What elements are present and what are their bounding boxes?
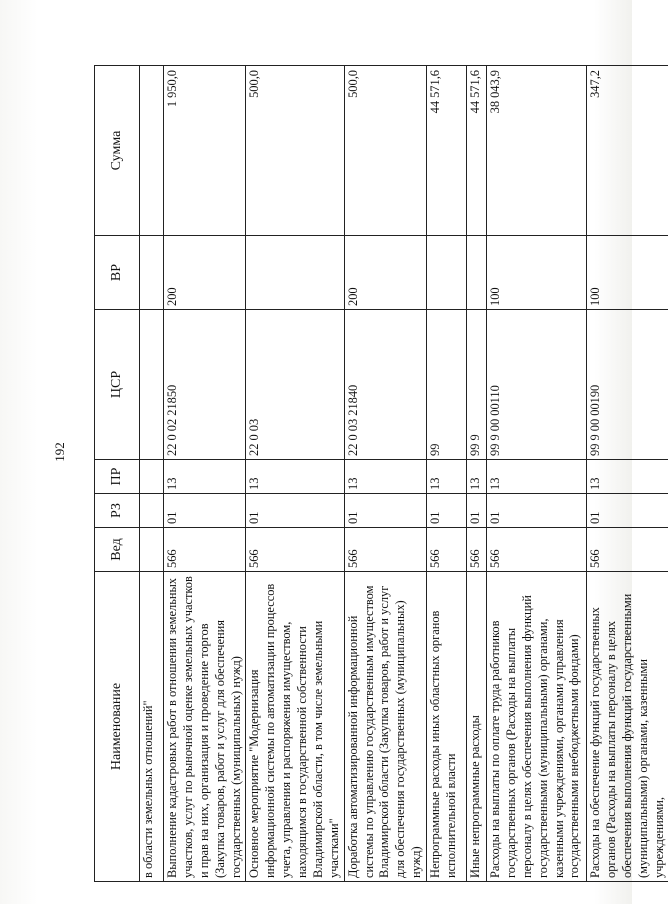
budget-table-frame <box>94 66 666 882</box>
cell-name: Расходы на выплаты по оплате труда работников государственных органов (Расходы на выплаты персоналу в целях обеспечения выполнения функций государственными (муниципальными) органами, казенными учреждениями, органами управления государственными внебюджетными фондами) <box>487 572 587 882</box>
cell-sum: 500,0 <box>344 66 426 236</box>
header-csr: ЦСР <box>95 310 140 460</box>
cell-ved: 566 <box>246 528 344 572</box>
cell-vr <box>246 236 344 310</box>
cell-sum <box>140 66 164 236</box>
cell-ved: 566 <box>427 528 467 572</box>
cell-rz: 01 <box>487 494 587 528</box>
cell-sum: 500,0 <box>246 66 344 236</box>
cell-name: в области земельных отношений" <box>140 572 164 882</box>
table-header-row <box>95 66 140 882</box>
cell-csr <box>140 310 164 460</box>
cell-sum: 1 950,0 <box>164 66 246 236</box>
cell-vr: 100 <box>487 236 587 310</box>
cell-csr: 22 0 03 <box>246 310 344 460</box>
cell-rz: 01 <box>587 494 668 528</box>
cell-csr: 99 <box>427 310 467 460</box>
table-row <box>587 66 668 882</box>
cell-rz <box>140 494 164 528</box>
cell-pr: 13 <box>487 460 587 494</box>
cell-csr: 99 9 00 00190 <box>587 310 668 460</box>
cell-name: Иные непрограммные расходы <box>467 572 487 882</box>
table-row <box>467 66 487 882</box>
cell-pr: 13 <box>587 460 668 494</box>
cell-sum: 44 571,6 <box>427 66 467 236</box>
cell-ved: 566 <box>487 528 587 572</box>
cell-csr: 99 9 00 00110 <box>487 310 587 460</box>
header-ved: Вед <box>95 528 140 572</box>
cell-csr: 22 0 03 21840 <box>344 310 426 460</box>
page-number: 192 <box>52 442 67 462</box>
cell-ved: 566 <box>587 528 668 572</box>
cell-rz: 01 <box>246 494 344 528</box>
cell-name: Расходы на обеспечение функций государственных органов (Расходы на выплаты персоналу в целях обеспечения выполнения функций государственными (муниципальными) органами, казенными учреждениями, <box>587 572 668 882</box>
budget-table-rotated <box>94 66 666 882</box>
cell-pr: 13 <box>164 460 246 494</box>
cell-ved: 566 <box>164 528 246 572</box>
cell-vr <box>467 236 487 310</box>
cell-rz: 01 <box>467 494 487 528</box>
budget-table <box>94 65 668 882</box>
cell-pr: 13 <box>344 460 426 494</box>
cell-pr: 13 <box>246 460 344 494</box>
cell-rz: 01 <box>427 494 467 528</box>
cell-sum: 44 571,6 <box>467 66 487 236</box>
table-row <box>344 66 426 882</box>
table-row <box>164 66 246 882</box>
cell-sum: 347,2 <box>587 66 668 236</box>
cell-pr: 13 <box>467 460 487 494</box>
header-rz: РЗ <box>95 494 140 528</box>
table-row <box>246 66 344 882</box>
cell-ved: 566 <box>344 528 426 572</box>
cell-rz: 01 <box>164 494 246 528</box>
cell-pr <box>140 460 164 494</box>
cell-name: Основное мероприятие "Модернизация информационной системы по автоматизации процессов учета, управления и распоряжения имуществом, находящимся в государственной собственности Владимирской области, в том числе земельными участками" <box>246 572 344 882</box>
header-sum: Сумма <box>95 66 140 236</box>
table-row <box>487 66 587 882</box>
cell-pr: 13 <box>427 460 467 494</box>
cell-ved <box>140 528 164 572</box>
header-pr: ПР <box>95 460 140 494</box>
header-name: Наименование <box>95 572 140 882</box>
cell-vr: 200 <box>344 236 426 310</box>
cell-vr <box>140 236 164 310</box>
cell-sum: 38 043,9 <box>487 66 587 236</box>
cell-csr: 22 0 02 21850 <box>164 310 246 460</box>
table-row <box>427 66 467 882</box>
table-row <box>140 66 164 882</box>
header-vr: ВР <box>95 236 140 310</box>
cell-name: Выполнение кадастровых работ в отношении земельных участков, услуг по рыночной оценке земельных участков и прав на них, организация и проведение торгов (Закупка товаров, работ и услуг для обеспечения государственных (муниципальных) нужд) <box>164 572 246 882</box>
cell-vr <box>427 236 467 310</box>
cell-rz: 01 <box>344 494 426 528</box>
cell-vr: 200 <box>164 236 246 310</box>
cell-name: Непрограммные расходы иных областных органов исполнительной власти <box>427 572 467 882</box>
cell-csr: 99 9 <box>467 310 487 460</box>
cell-name: Доработка автоматизированной информационной системы по управлению государственным имуществом Владимирской области (Закупка товаров, работ и услуг для обеспечения государственных (муниципальных) нужд) <box>344 572 426 882</box>
cell-vr: 100 <box>587 236 668 310</box>
cell-ved: 566 <box>467 528 487 572</box>
